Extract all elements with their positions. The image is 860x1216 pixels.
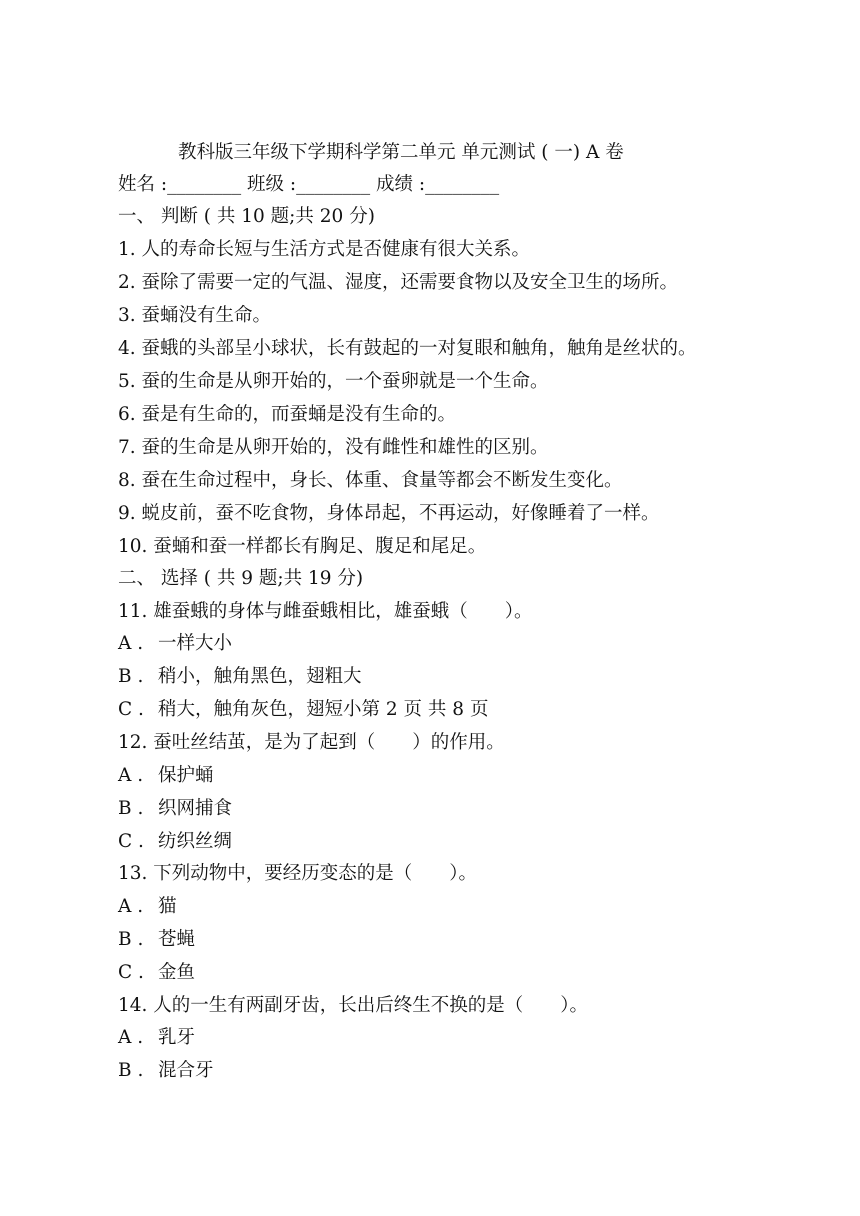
option-letter: B . [118, 929, 144, 950]
option-letter: C . [118, 699, 144, 720]
option-letter: A . [118, 633, 144, 654]
option-text: 稍小，触角黑色，翅粗大 [158, 666, 362, 687]
choice-option [118, 698, 488, 722]
option-text: 织网捕食 [158, 798, 233, 819]
choice-option [118, 797, 232, 821]
option-text: 稍大，触角灰色，翅短小第 2 页 共 8 页 [158, 699, 489, 720]
document-title: 教科版三年级下学期科学第二单元 单元测试 ( 一) A 卷 [178, 142, 624, 163]
judgement-question: 1. 人的寿命长短与生活方式是否健康有很大关系。 [118, 239, 531, 260]
judgement-question: 3. 蚕蛹没有生命。 [118, 305, 272, 326]
option-letter: B . [118, 798, 144, 819]
option-letter: C . [118, 831, 144, 852]
judgement-question: 6. 蚕是有生命的，而蚕蛹是没有生命的。 [118, 404, 457, 425]
option-text: 保护蛹 [158, 765, 214, 786]
choice-option [118, 928, 195, 952]
option-text: 混合牙 [158, 1060, 214, 1081]
option-letter: C . [118, 962, 144, 983]
judgement-question: 5. 蚕的生命是从卵开始的，一个蚕卵就是一个生命。 [118, 371, 549, 392]
option-letter: A . [118, 896, 144, 917]
choice-option [118, 961, 195, 985]
judgement-question: 7. 蚕的生命是从卵开始的，没有雌性和雄性的区别。 [118, 437, 549, 458]
judgement-question: 4. 蚕蛾的头部呈小球状，长有鼓起的一对复眼和触角，触角是丝状的。 [118, 338, 697, 359]
student-info-line: 姓名 :________ 班级 :________ 成绩 :________ [118, 174, 500, 195]
judgement-question: 2. 蚕除了需要一定的气温、湿度，还需要食物以及安全卫生的场所。 [118, 272, 679, 293]
section-heading-choice: 二、 选择 ( 共 9 题;共 19 分) [118, 568, 364, 589]
judgement-question: 10. 蚕蛹和蚕一样都长有胸足、腹足和尾足。 [118, 536, 487, 557]
choice-option [118, 1059, 214, 1083]
option-letter: A . [118, 765, 144, 786]
choice-question-stem: 11. 雄蚕蛾的身体与雌蚕蛾相比，雄蚕蛾（ ）。 [118, 601, 533, 622]
choice-option [118, 895, 177, 919]
option-letter: A . [118, 1027, 144, 1048]
choice-question-stem: 14. 人的一生有两副牙齿，长出后终生不换的是（ ）。 [118, 995, 589, 1016]
option-letter: B . [118, 666, 144, 687]
option-text: 一样大小 [158, 633, 233, 654]
choice-question-stem: 12. 蚕吐丝结茧，是为了起到（ ）的作用。 [118, 732, 505, 753]
judgement-question: 9. 蜕皮前，蚕不吃食物，身体昂起，不再运动，好像睡着了一样。 [118, 503, 660, 524]
choice-option [118, 1026, 195, 1050]
section-heading-judgement: 一、 判断 ( 共 10 题;共 20 分) [118, 206, 375, 227]
option-text: 猫 [158, 896, 177, 917]
choice-option [118, 632, 232, 656]
choice-option [118, 764, 214, 788]
choice-question-stem: 13. 下列动物中，要经历变态的是（ ）。 [118, 863, 478, 884]
choice-option [118, 830, 232, 854]
judgement-question: 8. 蚕在生命过程中，身长、体重、食量等都会不断发生变化。 [118, 470, 623, 491]
choice-option [118, 665, 362, 689]
option-text: 金鱼 [158, 962, 196, 983]
option-text: 乳牙 [158, 1027, 196, 1048]
option-text: 纺织丝绸 [158, 831, 233, 852]
option-text: 苍蝇 [158, 929, 196, 950]
option-letter: B . [118, 1060, 144, 1081]
